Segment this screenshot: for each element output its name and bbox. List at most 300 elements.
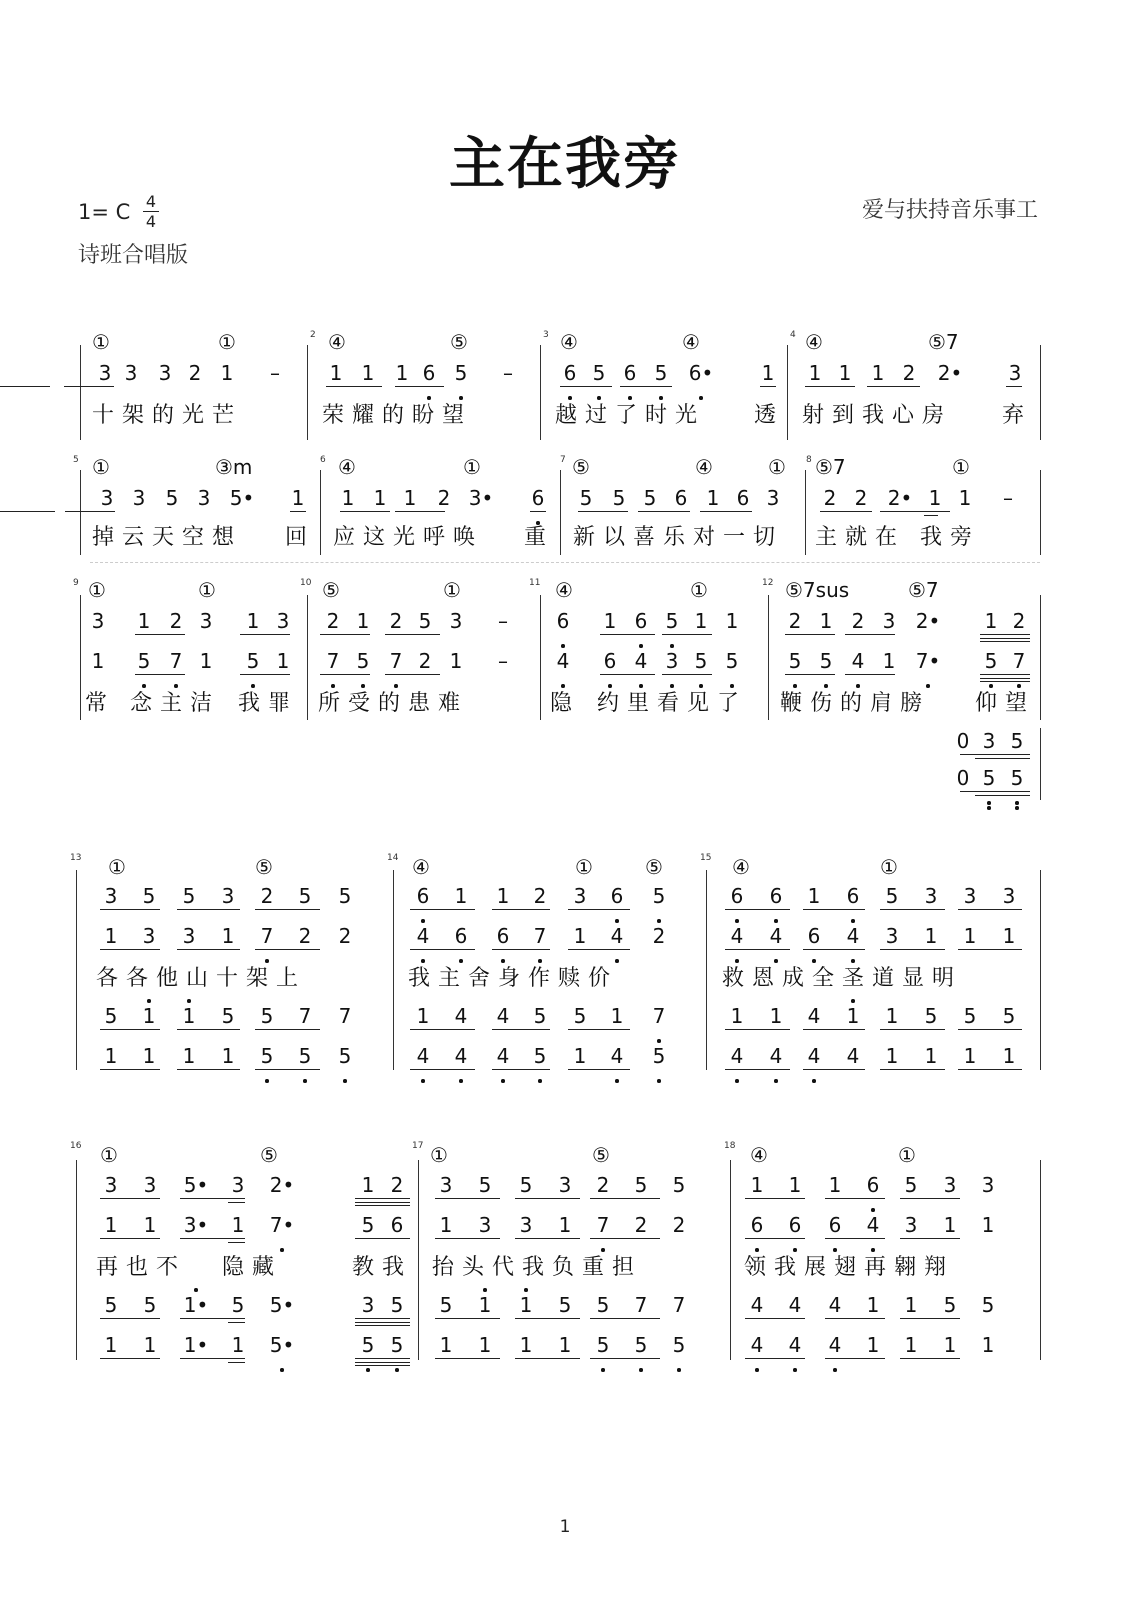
barline <box>1040 1160 1041 1360</box>
note: 5 <box>104 1004 118 1028</box>
note: 5 <box>448 360 474 386</box>
note: 4 <box>750 1293 764 1317</box>
note: – <box>270 361 280 385</box>
beam-underline <box>725 909 790 910</box>
beam-underline <box>410 1069 475 1070</box>
chord-symbol: ④ <box>750 1143 768 1167</box>
note: 5 <box>981 1293 995 1317</box>
note: 0 <box>956 766 970 790</box>
barline <box>418 1160 419 1360</box>
beam-underline <box>725 949 790 950</box>
note: 5 <box>628 1332 654 1358</box>
beam-underline <box>590 1358 660 1359</box>
beam-underline <box>803 949 865 950</box>
note: 5 <box>292 1043 318 1069</box>
note: 4 <box>454 1004 468 1028</box>
measure-number: 13 <box>70 853 82 863</box>
beam-underline <box>958 1029 1022 1030</box>
note: 7• <box>262 1212 302 1238</box>
note: 5 <box>1004 765 1030 791</box>
beam-underline <box>410 949 475 950</box>
beam-underline <box>228 1242 245 1243</box>
note: 7 <box>383 648 409 674</box>
note: 1 <box>761 361 775 385</box>
lyric: 回 <box>285 525 316 550</box>
note: 3 <box>1008 361 1022 385</box>
note: 3 <box>573 884 587 908</box>
note: 6 <box>550 608 576 634</box>
beam-underline <box>638 511 690 512</box>
octave-dot-high <box>194 1288 198 1292</box>
chord-symbol: ④ <box>555 578 573 602</box>
octave-dot-low <box>793 1368 797 1372</box>
note: 1 <box>449 649 463 673</box>
beam-underline <box>700 511 752 512</box>
measure-number: 2 <box>310 330 316 340</box>
measure-number: 5 <box>73 455 79 465</box>
note: 4 <box>840 923 866 949</box>
beam-underline <box>65 511 115 512</box>
note: 5 <box>672 1173 686 1197</box>
key-signature: 1= C <box>78 200 131 224</box>
beam-underline <box>100 1069 160 1070</box>
chord-symbol: ① <box>88 578 106 602</box>
octave-dot-low <box>987 806 991 810</box>
note: 3 <box>981 1173 995 1197</box>
note: 6 <box>840 883 866 909</box>
note: 1 <box>573 1044 587 1068</box>
note: 1 <box>904 1333 918 1357</box>
note: 3 <box>132 486 146 510</box>
octave-dot-low <box>639 644 643 648</box>
barline <box>706 870 707 1070</box>
note: 3 <box>124 361 138 385</box>
note: 5 <box>221 1004 235 1028</box>
note: 4 <box>744 1332 770 1358</box>
barline <box>80 595 81 720</box>
measure-number: 16 <box>70 1141 82 1151</box>
note: 7 <box>634 1293 648 1317</box>
note: 6 <box>525 485 551 511</box>
octave-dot-low <box>657 1079 661 1083</box>
chord-symbol: ⑤ <box>260 1143 278 1167</box>
chord-symbol: ⑤ <box>645 855 663 879</box>
note: 5 <box>355 1332 381 1358</box>
lyric: 念主洁 <box>130 691 221 716</box>
beam-underline <box>410 1029 475 1030</box>
note: 5• <box>229 486 255 510</box>
note: 3 <box>143 1173 157 1197</box>
octave-dot-low <box>755 1368 759 1372</box>
beam-underline <box>492 909 550 910</box>
note: 6 <box>410 883 436 909</box>
chord-symbol: ④ <box>805 330 823 354</box>
beam-underline <box>180 1318 245 1319</box>
beam-underline <box>355 1325 410 1326</box>
note: 3 <box>558 1173 572 1197</box>
beam-underline <box>785 634 835 635</box>
chord-symbol: ① <box>108 855 126 879</box>
beam-underline <box>880 949 945 950</box>
beam-underline <box>803 1029 865 1030</box>
note: 7 <box>527 923 553 949</box>
beam-underline <box>980 634 1030 635</box>
beam-underline <box>560 386 612 387</box>
note: 4 <box>845 648 871 674</box>
beam-underline <box>100 1358 160 1359</box>
beam-underline <box>320 674 370 675</box>
note: 2 <box>854 486 868 510</box>
beam-underline <box>960 754 1030 755</box>
note: 1 <box>356 609 370 633</box>
note: 5 <box>943 1293 957 1317</box>
beam-underline <box>975 795 1030 796</box>
beam-underline <box>435 1358 500 1359</box>
note: 3 <box>885 924 899 948</box>
note: 1 <box>924 1044 938 1068</box>
note: – <box>498 649 508 673</box>
lyric: 救恩成全圣道显明 <box>722 966 963 991</box>
note: 1 <box>439 1333 453 1357</box>
beam-underline <box>100 1198 160 1199</box>
chord-symbol: ⑤7sus <box>785 578 850 602</box>
barline <box>320 470 321 555</box>
note: 1 <box>91 649 105 673</box>
octave-dot-low <box>265 1079 269 1083</box>
beam-underline <box>177 1069 240 1070</box>
note: 4 <box>724 923 750 949</box>
note: 7• <box>908 648 948 674</box>
note: 3 <box>98 361 112 385</box>
note: 1 <box>291 486 305 510</box>
note: 1 <box>142 1044 156 1068</box>
octave-dot-high <box>147 999 151 1003</box>
note: 2 <box>169 609 183 633</box>
note: 3 <box>882 609 896 633</box>
note: 5 <box>332 1043 358 1069</box>
beam-underline <box>355 1322 410 1323</box>
note: 3 <box>199 609 213 633</box>
beam-underline <box>64 386 114 387</box>
octave-dot-low <box>343 1079 347 1083</box>
note: 3 <box>231 1173 245 1197</box>
note: 3 <box>519 1213 533 1237</box>
note: 5 <box>596 1293 610 1317</box>
note: 3 <box>449 609 463 633</box>
beam-underline <box>355 1202 410 1203</box>
note: 4 <box>448 1043 474 1069</box>
note: 2 <box>418 649 432 673</box>
note: 5 <box>646 883 672 909</box>
note: 2 <box>851 609 865 633</box>
page-number: 1 <box>559 1517 571 1537</box>
octave-dot-low <box>615 1079 619 1083</box>
note: 2 <box>390 1173 404 1197</box>
note: 5 <box>231 1293 245 1317</box>
note: 5 <box>688 648 714 674</box>
beam-underline <box>590 1318 660 1319</box>
beam-underline <box>100 1029 160 1030</box>
note: 5 <box>519 1173 533 1197</box>
note: 3 <box>659 648 685 674</box>
lyric: 主就在 <box>815 525 906 550</box>
note: 1 <box>231 1333 245 1357</box>
note: 1 <box>694 609 708 633</box>
beam-underline <box>568 1029 630 1030</box>
octave-dot-low <box>601 1368 605 1372</box>
note: 0 <box>956 729 970 753</box>
beam-underline <box>355 1365 410 1366</box>
note: 1 <box>341 486 355 510</box>
note: 2 <box>634 1213 648 1237</box>
chord-symbol: ① <box>218 330 236 354</box>
note: 6 <box>736 486 750 510</box>
note: 3 <box>182 924 196 948</box>
note: 1 <box>104 1044 118 1068</box>
beam-underline <box>867 386 920 387</box>
beam-underline <box>515 1358 580 1359</box>
beam-underline <box>825 1198 885 1199</box>
lyric: 射到我心房 <box>802 403 953 428</box>
note: 4 <box>763 1043 789 1069</box>
note: 2 <box>823 486 837 510</box>
barline <box>1040 870 1041 1070</box>
note: 1 <box>963 1044 977 1068</box>
composer-label: 爱与扶持音乐事工 <box>861 198 1038 223</box>
note: 5• <box>183 1173 209 1197</box>
octave-dot-low <box>812 1079 816 1083</box>
note: 2 <box>326 609 340 633</box>
barline <box>540 595 541 720</box>
barline <box>805 470 806 555</box>
chord-symbol: ④ <box>682 330 700 354</box>
beam-underline <box>385 634 440 635</box>
octave-dot-low <box>1015 801 1019 805</box>
lyric: 我罪 <box>238 691 299 716</box>
note: 1 <box>828 1173 842 1197</box>
note: 4 <box>846 1044 860 1068</box>
chord-symbol: ⑤ <box>322 578 340 602</box>
note: 1 <box>329 361 343 385</box>
beam-underline <box>355 1358 410 1359</box>
chord-symbol: ① <box>430 1143 448 1167</box>
note: 6 <box>604 883 630 909</box>
octave-dot-low <box>735 919 739 923</box>
beam-underline <box>177 949 240 950</box>
note: 2• <box>915 609 941 633</box>
measure-number: 3 <box>543 330 549 340</box>
note: 5 <box>558 1293 572 1317</box>
lyric: 荣耀的盼望 <box>322 403 473 428</box>
barline <box>787 345 788 440</box>
beam-underline <box>0 511 55 512</box>
note: 1 <box>725 609 739 633</box>
note: 1 <box>176 1003 202 1029</box>
chord-symbol: ① <box>463 455 481 479</box>
octave-dot-low <box>677 1368 681 1372</box>
note: 1 <box>963 924 977 948</box>
note: 1 <box>373 486 387 510</box>
note: 1 <box>866 1333 880 1357</box>
beam-underline <box>435 1198 500 1199</box>
note: 6 <box>557 360 583 386</box>
beam-underline <box>435 1318 500 1319</box>
chord-symbol: ④ <box>338 455 356 479</box>
note: 6 <box>763 883 789 909</box>
beam-underline <box>980 678 1030 679</box>
measure-number: 15 <box>700 853 712 863</box>
note: 5 <box>143 1293 157 1317</box>
beam-underline <box>100 949 160 950</box>
beam-underline <box>958 949 1022 950</box>
divider <box>90 562 1040 563</box>
measure-number: 4 <box>790 330 796 340</box>
measure-number: 6 <box>320 455 326 465</box>
note: 1 <box>610 1004 624 1028</box>
note: 3 <box>104 1173 118 1197</box>
note: 1 <box>984 609 998 633</box>
note: 6 <box>782 1212 808 1238</box>
note: 4 <box>822 1332 848 1358</box>
note: 4 <box>628 648 654 674</box>
note: 1 <box>395 361 409 385</box>
note: 1 <box>807 884 821 908</box>
note: 3 <box>104 884 118 908</box>
barline <box>80 345 81 440</box>
barline <box>76 1160 77 1360</box>
beam-underline <box>320 634 370 635</box>
note: 3 <box>221 884 235 908</box>
beam-underline <box>745 1198 805 1199</box>
chord-symbol: ① <box>952 455 970 479</box>
note: 1 <box>840 1003 866 1029</box>
beam-underline <box>745 1238 805 1239</box>
beam-underline <box>805 386 855 387</box>
note: 5 <box>1010 729 1024 753</box>
note: 3 <box>766 486 780 510</box>
note: 1 <box>943 1213 957 1237</box>
note: 2 <box>389 609 403 633</box>
octave-dot-low <box>561 644 565 648</box>
beam-underline <box>492 1069 550 1070</box>
chord-symbol: ① <box>198 578 216 602</box>
octave-dot-low <box>303 1079 307 1083</box>
note: 5 <box>719 648 745 674</box>
note: 5 <box>978 648 1004 674</box>
chord-symbol: ⑤7 <box>908 578 939 602</box>
note: 1 <box>513 1292 539 1318</box>
beam-underline <box>924 515 938 516</box>
octave-dot-high <box>851 999 855 1003</box>
note: 5 <box>165 486 179 510</box>
barline <box>1040 728 1041 800</box>
barline <box>1040 595 1041 720</box>
note: 1 <box>885 1044 899 1068</box>
beam-underline <box>662 674 712 675</box>
octave-dot-low <box>639 1368 643 1372</box>
lyric: 隐藏 <box>222 1255 283 1280</box>
note: 5 <box>418 609 432 633</box>
note: 1 <box>904 1293 918 1317</box>
octave-dot-low <box>615 919 619 923</box>
note: 2 <box>672 1213 686 1237</box>
note: 5 <box>338 884 352 908</box>
note: 5 <box>104 1293 118 1317</box>
beam-underline <box>980 681 1030 682</box>
beam-underline <box>803 1069 865 1070</box>
beam-underline <box>228 1322 245 1323</box>
note: 5 <box>240 648 266 674</box>
lyric: 鞭伤的肩膀 <box>780 691 931 716</box>
measure-number: 14 <box>387 853 399 863</box>
note: 1 <box>730 1004 744 1028</box>
beam-underline <box>825 1238 885 1239</box>
note: – <box>498 609 508 633</box>
chord-symbol: ⑤7 <box>928 330 959 354</box>
note: 1 <box>104 1213 118 1237</box>
note: 5 <box>782 648 808 674</box>
note: 1 <box>603 609 617 633</box>
barline <box>1040 345 1041 440</box>
beam-underline <box>492 1029 550 1030</box>
note: 1 <box>472 1292 498 1318</box>
beam-underline <box>568 949 630 950</box>
beam-underline <box>880 909 945 910</box>
note: 1 <box>104 924 118 948</box>
note: 2 <box>188 361 202 385</box>
note: 1 <box>1002 924 1016 948</box>
note: 2 <box>1012 609 1026 633</box>
note: 1 <box>573 924 587 948</box>
lyric: 教我 <box>352 1255 413 1280</box>
note: 4 <box>801 1043 827 1069</box>
note: 7 <box>646 1003 672 1029</box>
note: 3 <box>100 486 114 510</box>
beam-underline <box>785 674 835 675</box>
note: 4 <box>763 923 789 949</box>
note: 5 <box>813 648 839 674</box>
octave-dot-low <box>366 1368 370 1372</box>
note: 1 <box>143 1213 157 1237</box>
note: 1 <box>928 486 942 510</box>
note: 3• <box>183 1213 209 1237</box>
note: 1 <box>143 1333 157 1357</box>
note: 5 <box>254 1043 280 1069</box>
lyric: 我主舍身作赎价 <box>408 966 619 991</box>
note: 2 <box>260 884 274 908</box>
chord-symbol: ① <box>690 578 708 602</box>
note: 1 <box>885 1004 899 1028</box>
chord-symbol: ③m <box>215 455 253 479</box>
note: 4 <box>828 1293 842 1317</box>
note: 7 <box>338 1004 352 1028</box>
beam-underline <box>385 674 440 675</box>
note: 1 <box>981 1213 995 1237</box>
note: 1 <box>361 361 375 385</box>
beam-underline <box>0 386 50 387</box>
note: 5 <box>590 1332 616 1358</box>
barline <box>540 345 541 440</box>
note: 4 <box>724 1043 750 1069</box>
note: 5 <box>924 1004 938 1028</box>
octave-dot-low <box>657 919 661 923</box>
note: 5 <box>478 1173 492 1197</box>
note: 3 <box>276 609 290 633</box>
note: 3 <box>963 884 977 908</box>
note: 2 <box>788 609 802 633</box>
beam-underline <box>326 386 382 387</box>
note: 5 <box>648 360 674 386</box>
